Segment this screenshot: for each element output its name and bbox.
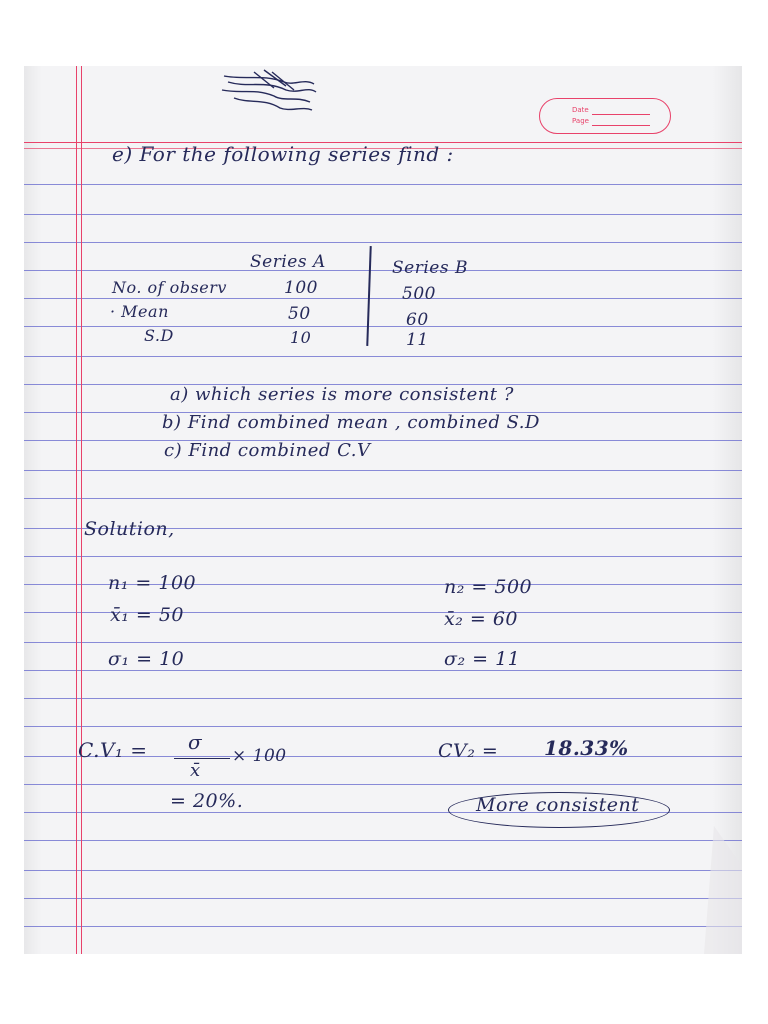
notebook-page xyxy=(24,66,742,954)
s1-value: σ₁ = 10 xyxy=(108,648,185,670)
n1-value: n₁ = 100 xyxy=(108,572,197,594)
cv1-result: = 20%. xyxy=(170,790,244,812)
date-label: Date xyxy=(572,106,589,114)
table-cell-b: 60 xyxy=(406,310,429,330)
cv2-label: CV₂ = xyxy=(438,740,499,762)
table-header-series-a: Series A xyxy=(250,252,326,272)
question-part-a: a) which series is more consistent ? xyxy=(170,384,514,405)
conclusion-text: More consistent xyxy=(476,794,640,816)
cv1-denominator: x̄ xyxy=(190,760,201,781)
cv1-multiplier: × 100 xyxy=(232,746,287,766)
solution-heading: Solution, xyxy=(84,518,175,540)
x1-value: x̄₁ = 50 xyxy=(110,604,185,626)
table-row-label: No. of observ xyxy=(112,278,227,297)
table-cell-a: 50 xyxy=(288,304,311,324)
question-part-c: c) Find combined C.V xyxy=(164,440,371,461)
table-row-label: S.D xyxy=(144,326,174,345)
cv1-label: C.V₁ = xyxy=(78,738,148,762)
page-label: Page xyxy=(572,117,589,125)
n2-value: n₂ = 500 xyxy=(444,576,533,598)
x2-value: x̄₂ = 60 xyxy=(444,608,519,630)
table-cell-b: 500 xyxy=(402,284,436,304)
table-cell-a: 10 xyxy=(290,328,312,347)
table-header-series-b: Series B xyxy=(392,258,468,278)
s2-value: σ₂ = 11 xyxy=(444,648,521,670)
page-shading xyxy=(24,66,742,954)
table-cell-b: 11 xyxy=(406,330,429,350)
cv1-numerator: σ xyxy=(188,730,203,754)
table-cell-a: 100 xyxy=(284,278,318,298)
cv2-value: 18.33% xyxy=(544,736,629,760)
question-part-b: b) Find combined mean , combined S.D xyxy=(162,412,540,433)
table-row-label: · Mean xyxy=(110,302,169,321)
question-title: e) For the following series find : xyxy=(112,142,454,166)
